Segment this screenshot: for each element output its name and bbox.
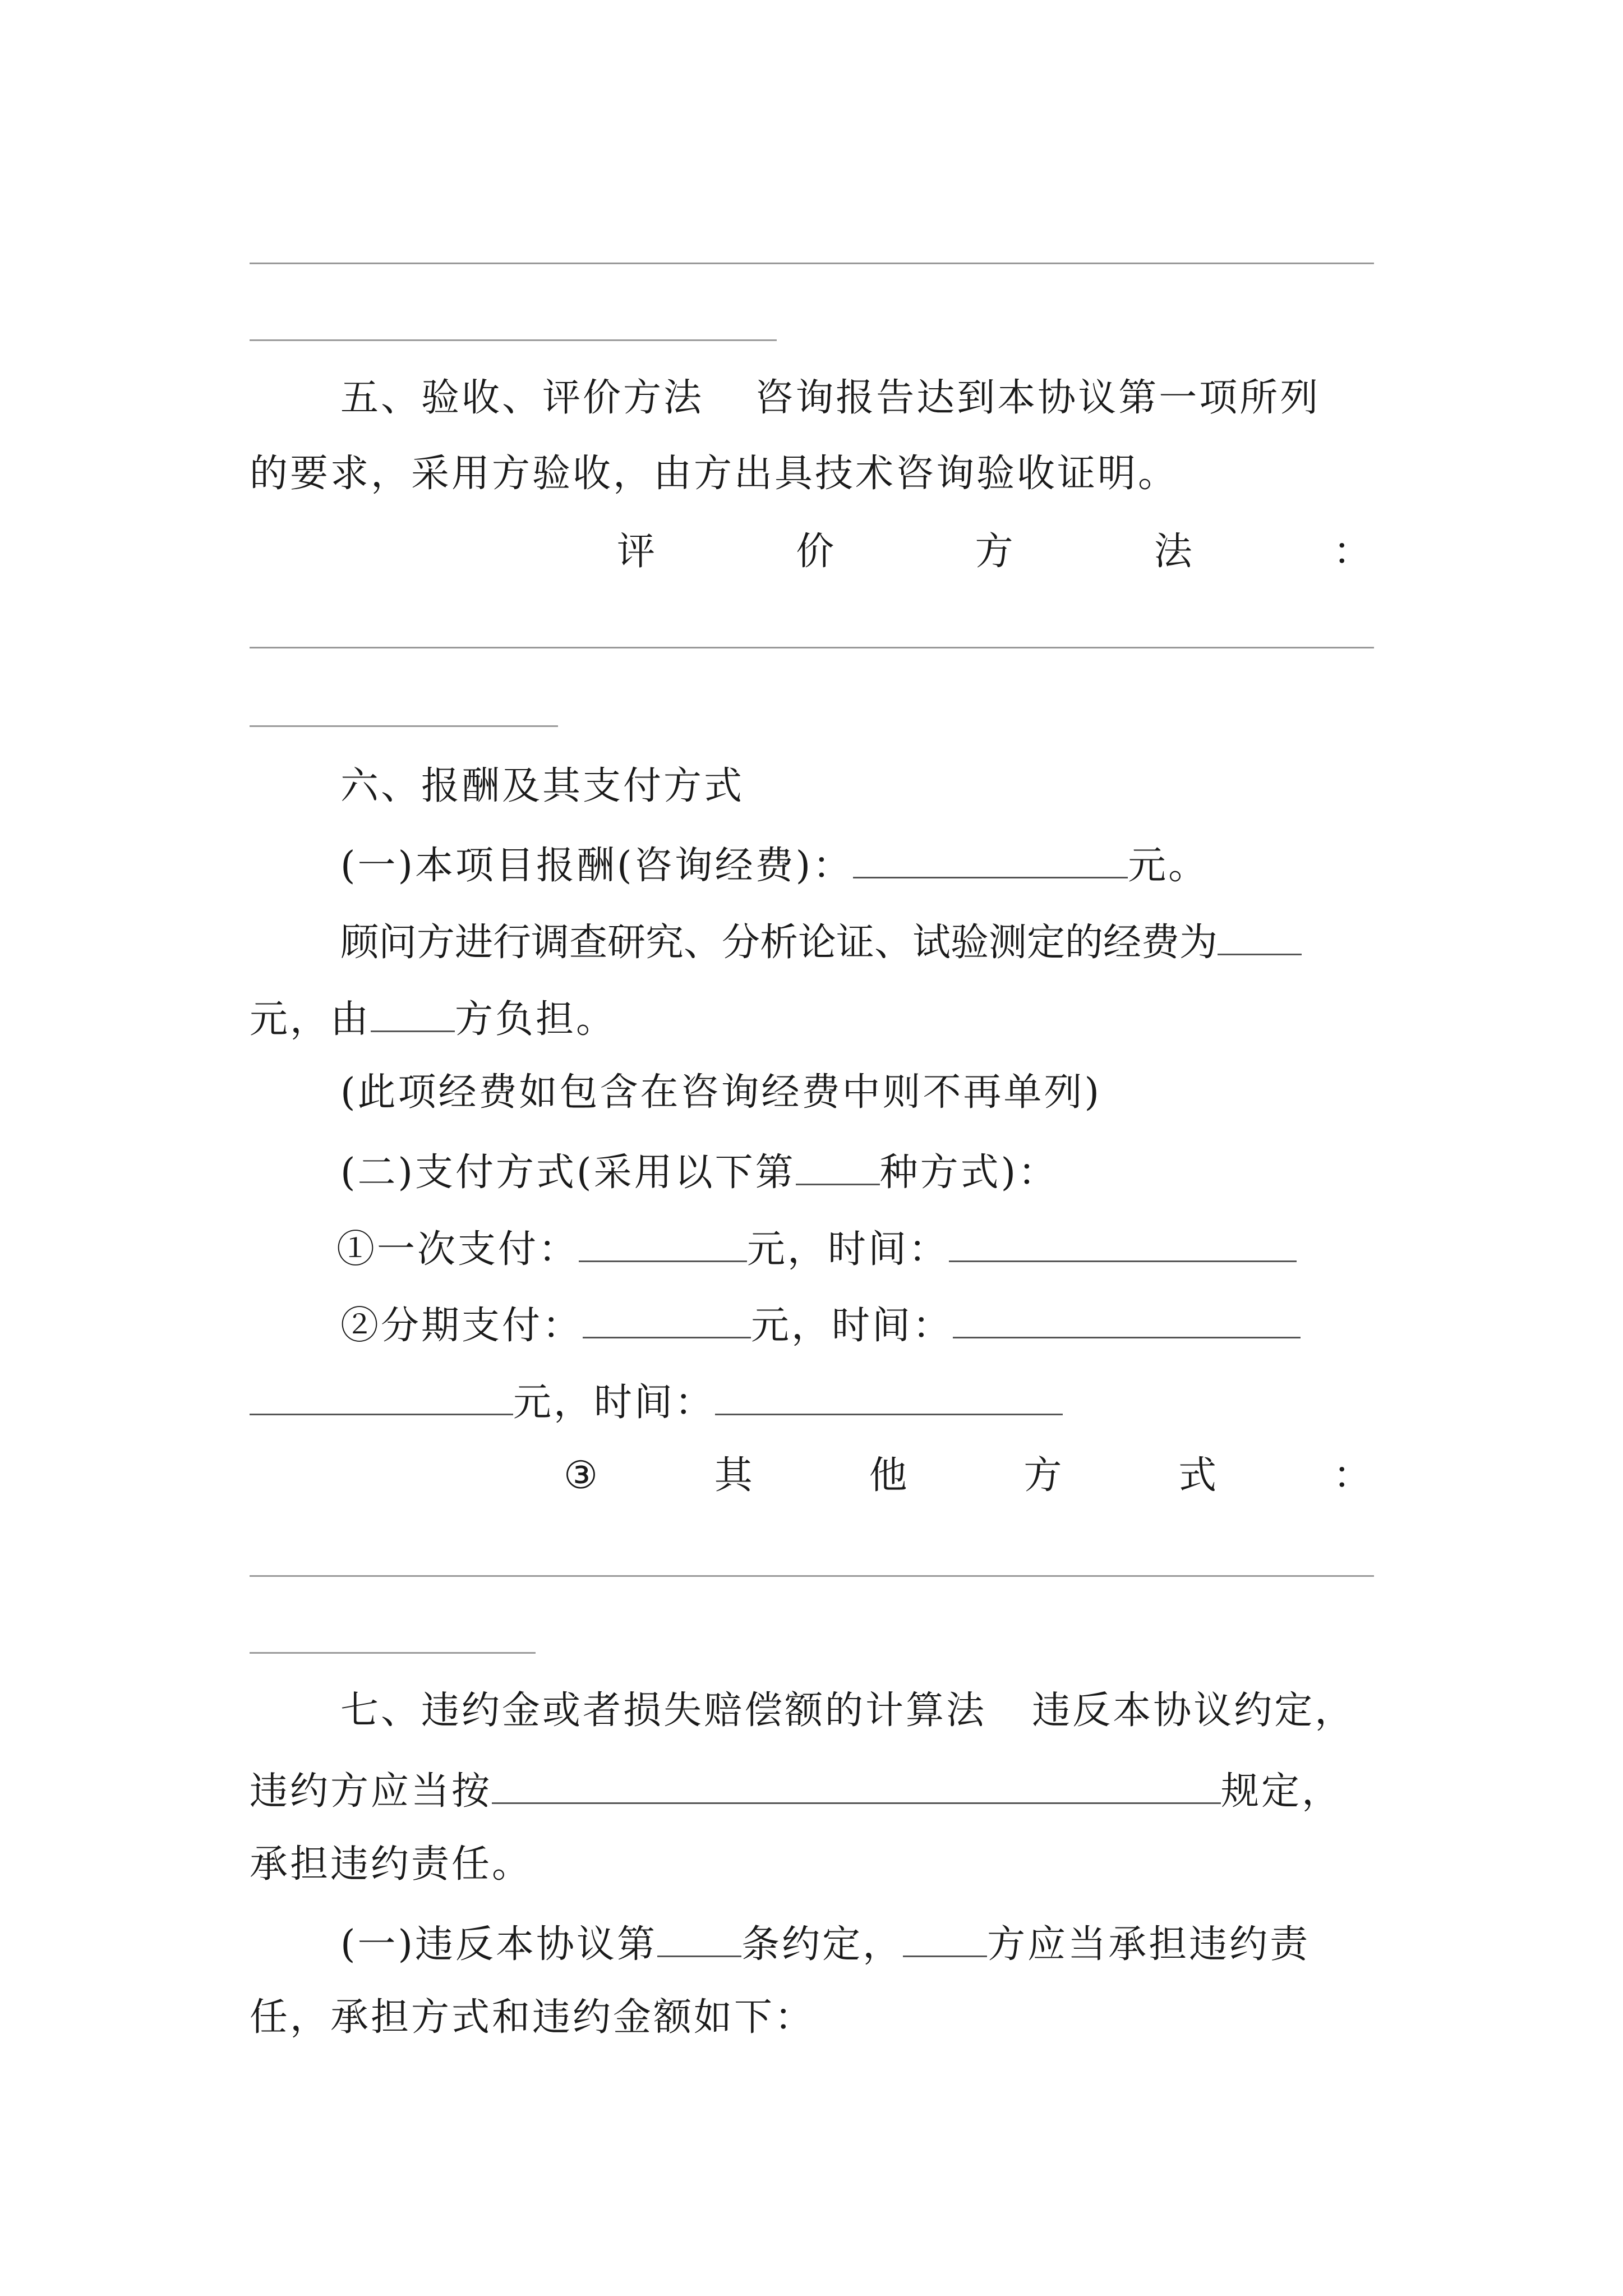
section-5-line-2: 的要求，采用方验收，由方出具技术咨询验收证明。: [250, 452, 1179, 496]
payment-option-blank[interactable]: [796, 1150, 880, 1185]
evaluation-method-label: 评 价 方 法 ：: [617, 530, 1371, 574]
section-7-line-3: 承担违约责任。: [250, 1842, 533, 1887]
installment-date-2-blank[interactable]: [715, 1380, 1063, 1415]
breaching-party-blank[interactable]: [903, 1922, 987, 1957]
fee-line: (一)本项目报酬(咨询经费)： 元。: [340, 844, 1209, 888]
liability-basis-blank[interactable]: [492, 1769, 1221, 1804]
lump-sum-line: ①一次支付： 元，时间：: [336, 1227, 1297, 1269]
installment-line-2: 元，时间：: [250, 1380, 1063, 1422]
installment-amount-blank[interactable]: [583, 1303, 751, 1338]
section-7-heading: 七、违约金或者损失赔偿额的计算法: [340, 1688, 987, 1733]
fill-line: [250, 263, 1374, 264]
fee-amount-blank[interactable]: [853, 843, 1128, 878]
clause-number-blank[interactable]: [657, 1922, 741, 1957]
installment-date-blank[interactable]: [953, 1303, 1301, 1338]
breach-item-line-2: 任，承担方式和违约金额如下：: [250, 1995, 815, 2040]
payment-method-line: (二)支付方式(采用以下第 种方式)：: [340, 1151, 1059, 1195]
section-5-heading: 五、验收、评价方法: [340, 376, 704, 420]
section-6-heading: 六、报酬及其支付方式: [340, 764, 745, 808]
other-method-label: ③ 其 他 方 式 ：: [564, 1453, 1371, 1498]
section-5-line-1: 五、验收、评价方法 咨询报告达到本协议第一项所列: [340, 376, 1321, 420]
breach-item-line: (一)违反本协议第 条约定， 方应当承担违约责: [340, 1922, 1311, 1967]
lump-sum-date-blank[interactable]: [949, 1227, 1297, 1262]
fill-line: [250, 1652, 536, 1654]
installment-amount-2-blank[interactable]: [250, 1380, 513, 1415]
fill-line: [250, 339, 777, 341]
fill-line: [250, 1575, 1374, 1577]
lump-sum-amount-blank[interactable]: [579, 1227, 747, 1262]
fill-line: [250, 725, 558, 727]
installment-line: ②分期支付： 元，时间：: [340, 1303, 1301, 1345]
research-fee-blank[interactable]: [1218, 920, 1302, 955]
section-7-line-1: 七、违约金或者损失赔偿额的计算法 违反本协议约定，: [340, 1688, 1355, 1733]
fee-note: (此项经费如包含在咨询经费中则不再单列): [340, 1070, 1102, 1115]
research-fee-line: 顾问方进行调查研究、分析论证、试验测定的经费为: [340, 920, 1302, 962]
section-7-line-2: 违约方应当按 规定，: [250, 1769, 1343, 1814]
bearing-party-blank[interactable]: [371, 997, 455, 1032]
research-fee-line-2: 元，由 方负担。: [250, 997, 617, 1042]
fill-line: [250, 647, 1374, 648]
